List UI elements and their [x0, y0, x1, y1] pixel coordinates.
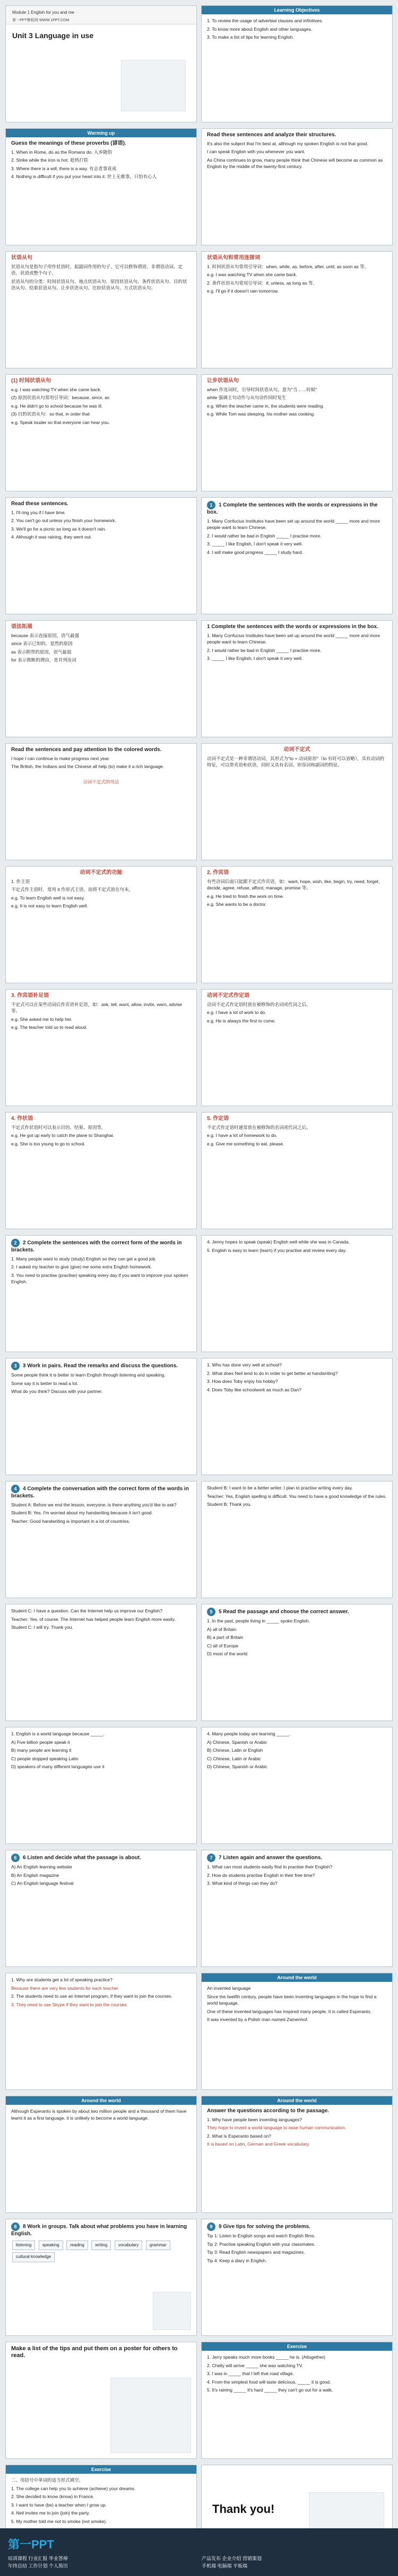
slide-infinitive-functions[interactable]	[5, 866, 197, 983]
proverb-1: 1. When in Rome, do as the Romans do. 入乡随俗	[11, 149, 112, 155]
line-2: e.g. I have a lot of work to do.	[207, 1010, 266, 1015]
line-3: One of these invented languages has inspired many people. It is called Esperanto.	[207, 2008, 371, 2014]
tip-2: Tip 2: Practise speaking English with your classmates.	[207, 2241, 316, 2247]
site-url: 第一PPT模板网-WWW.1PPT.COM	[12, 19, 70, 22]
slide-exercise-1[interactable]	[201, 497, 393, 614]
slide-adverbial-clause[interactable]	[5, 251, 197, 368]
question-1: 1. Why have people been inventing languages?	[207, 2116, 302, 2122]
slide-title: 5. 作定语	[207, 1116, 229, 1122]
skill-vocabulary: vocabulary	[115, 2240, 143, 2251]
slide-title: Around the world	[202, 2096, 392, 2105]
tip-4: Tip 4: Keep a diary in English.	[207, 2257, 267, 2263]
number-badge-icon: 5	[207, 1608, 215, 1616]
line-1: 不定式作状语时可以表示目的、结果、原因等。	[11, 1124, 106, 1130]
line-4: 4. Although it was raining, they went out.	[11, 534, 92, 540]
line-3: B) Chinese, Latin or English	[207, 1748, 263, 1753]
line-1: e.g. I was watching TV when she came back.	[11, 386, 101, 392]
line-4: It was invented by a Polish man named Zamenhof.	[207, 2017, 308, 2022]
line-4: C) all of Europe	[207, 1643, 239, 1648]
line-3: e.g. The teacher told us to read aloud.	[11, 1025, 88, 1030]
slide-exercise-7[interactable]	[201, 1850, 393, 1967]
number-badge-icon: 4	[11, 1485, 20, 1493]
slide-warming-up[interactable]	[5, 128, 197, 245]
line-2: A) all of Britain	[207, 1626, 237, 1632]
slide-subtitle: Guess the meanings of these proverbs (谚语).	[11, 140, 126, 146]
slide-exercise-7-answers[interactable]	[5, 1973, 197, 2090]
slide-title: Exercise	[6, 2465, 196, 2474]
line-4: e.g. It is not easy to learn English well.	[11, 903, 88, 908]
question-1: 1. Many people want to study (study) English so they can get a good job.	[11, 1256, 157, 1261]
slide-poster[interactable]	[5, 2342, 197, 2459]
line-1: 1. English is a world language because _____.	[11, 1731, 105, 1736]
line-4: (3) 目的状语从句：so that, in order that	[11, 411, 90, 417]
footer-slogan-2: 年终总结 工作计划 个人简历	[8, 2563, 68, 2569]
line-2: e.g. She asked me to help her.	[11, 1016, 73, 1022]
slide-subtitle: Answer the questions according to the passage.	[207, 2108, 330, 2114]
slide-title: Exercise	[202, 2342, 392, 2351]
slide-exercise-1-sentences[interactable]	[201, 620, 393, 737]
line-3: e.g. He is always the first to come.	[207, 1018, 276, 1024]
slide-exercise-4b[interactable]	[201, 1481, 393, 1598]
line-3: 2. 条件状语从句常用引导词：if, unless, as long as 等。	[207, 280, 317, 286]
question-2: 2. What is Esperanto based on?	[207, 2133, 271, 2139]
line-3: 动词不定式的用法	[83, 779, 119, 784]
skill-culture: cultural knowledge	[12, 2252, 55, 2262]
cover-banner	[6, 6, 196, 24]
line-4: 3. They need to use Skype if they want to join the courses.	[11, 2001, 128, 2007]
slide-title: 1 Complete the sentences with the words or expressions in the box.	[207, 502, 378, 515]
item-4: 4. From the simplest food will taste delicious, _____ it is good.	[207, 2379, 331, 2385]
line-1: 1. 时间状语从句常用引导词：when, while, as, before, after, until, as soon as 等。	[207, 263, 369, 269]
slide-title: 1 Complete the sentences with the words or expressions in the box.	[207, 624, 378, 630]
slide-cover[interactable]	[5, 5, 197, 122]
slide-object-complement[interactable]	[5, 989, 197, 1106]
objective-3: 3. To make a list of tips for learning English.	[207, 34, 294, 40]
line-5: D) Chinese, Spanish or Arabic	[207, 1764, 267, 1769]
line-2: (2) 原因状语从句常用引导词：because, since, as	[11, 395, 110, 400]
question-1: 1. Many Confucius Institutes have been set up around the world _____ more and more people want to learn Chinese.	[207, 632, 380, 645]
slide-title: 让步状语从句	[207, 378, 239, 384]
line-3: e.g. To learn English well is not easy.	[11, 895, 85, 901]
line-2: since 表示已知的、显然的原因	[11, 641, 73, 646]
slide-objectives[interactable]	[201, 5, 393, 122]
slide-title: 4. 作状语	[11, 1116, 33, 1122]
line-3: e.g. She wants to be a doctor.	[207, 902, 267, 907]
proverb-4: 4. Nothing is difficult if you put your heart into it. 世上无难事，只怕有心人	[11, 174, 157, 179]
slide-title: 状语从句和常用连接词	[207, 255, 260, 261]
line-1: I hope I can continue to make progress next year.	[11, 755, 110, 761]
slide-title: Around the world	[202, 1973, 392, 1982]
line-2: A) Five billion people speak it	[11, 1739, 70, 1745]
line-1: 不定式作定语时通常放在被修饰的名词或代词之后。	[207, 1124, 311, 1130]
slide-exercise-6[interactable]	[5, 1850, 197, 1967]
line-2: Teacher: Yes, of course. The Internet has helped people learn English more easily.	[11, 1616, 176, 1622]
number-badge-icon: 6	[11, 1854, 20, 1862]
slide-infinitive[interactable]	[201, 743, 393, 860]
item-2: 2. Chelly will arrive _____ she was watching TV.	[207, 2362, 303, 2368]
slide-title: 7 Listen again and answer the questions.	[219, 1855, 323, 1861]
line-1: 1. In the past, people living in _____ spoke English.	[207, 1618, 310, 1624]
objective-1: 1. To review the usage of adverbial clauses and infinitives.	[207, 18, 323, 23]
slide-as-object[interactable]	[201, 866, 393, 983]
proverb-2: 2. Strike while the iron is hot. 趁热打铁	[11, 157, 89, 163]
sentence-1: It's also the subject that I'm best at, although my spoken English is not that good.	[207, 140, 368, 146]
footer-slogan-1: 培训课程 行业汇报 毕业答辩	[8, 2556, 68, 2561]
sentence-2: I can speak English with you whenever you want.	[207, 149, 306, 154]
line-1: 1. 作主语	[11, 878, 30, 884]
option-c: C) An English language festival	[11, 1881, 74, 1886]
line-1: Student A: Before we end the lesson, everyone, is there anything you'd like to ask?	[11, 1502, 177, 1507]
slide-title: 语法拓展	[11, 624, 32, 630]
proverb-3: 3. Where there is a will, there is a way. 有志者事竟成	[11, 165, 117, 171]
item-1: 1. Jerry speaks much more books _____ he is. (Altogether)	[207, 2354, 325, 2360]
line-4: for 表示推断的理由，是并列连词	[11, 657, 76, 663]
line-1: 动词不定式作定语时放在被修饰的名词或代词之后。	[207, 1001, 311, 1007]
question-2: 2. I would rather be bad in English _____ I practise more.	[207, 533, 322, 539]
slide-title: 动词不定式作定语	[207, 993, 249, 999]
thank-you-text: Thank you!	[212, 2502, 275, 2516]
footer	[0, 2528, 398, 2576]
slide-title: 9 Give tips for solving the problems.	[219, 2224, 310, 2230]
group-illustration	[153, 2292, 191, 2330]
tip-1: Tip 1: Listen to English songs and watch English films.	[207, 2233, 316, 2238]
footer-slogan-4: 手机端 电脑端 平板端	[202, 2563, 248, 2569]
slide-title: 状语从句	[11, 255, 32, 261]
definition: 动词不定式是一种非谓语动词，其形式为"to + 动词原形"（to 有时可以省略），具有动词的特征，可以带宾语和状语，同时又具有名词、形容词和副词的特征。	[207, 755, 385, 767]
line-2: e.g. I was watching TV when she came back.	[207, 272, 297, 277]
slide-title: 6 Listen and decide what the passage is about.	[23, 1855, 141, 1861]
line-3: 3. We'll go for a picnic as long as it doesn't rain.	[11, 526, 106, 532]
question-2: 2. What does Neil tend to do in order to get better at handwriting?	[207, 1370, 338, 1376]
line-3: Student C: I will try. Thank you.	[11, 1625, 73, 1630]
remark-1: Some people think it is better to learn English through listening and speaking.	[11, 1372, 166, 1378]
item-3: 3. I was in _____ that I left that road village.	[207, 2371, 294, 2376]
line-2: e.g. I have a lot of homework to do.	[207, 1133, 278, 1138]
question-3: 3. What kind of things can they do?	[207, 1881, 278, 1886]
slide-title: (1) 时间状语从句	[11, 378, 51, 384]
slide-title: 3 Work in pairs. Read the remarks and discuss the questions.	[23, 1363, 178, 1369]
line-3: 2. The students need to use an Internet program, if they want to join the courses.	[11, 1993, 172, 1999]
line-3: Student B: Thank you.	[207, 1502, 252, 1507]
answer-1: They hope to invent a world language to ease human communication.	[207, 2125, 347, 2130]
number-badge-icon: 2	[11, 1239, 20, 1247]
slide-infinitive-attribute[interactable]	[201, 989, 393, 1106]
slide-title: 动词不定式	[283, 747, 310, 753]
slide-exercise-2[interactable]	[5, 1235, 197, 1352]
line-1: Student B: I want to be a better writer. I plan to practise writing every day.	[207, 1485, 353, 1490]
line-1: 有些动词后面只能跟不定式作宾语，如：want, hope, wish, like, begin, try, need, forget, decide, agree, refuse, afford, manage, promise 等。	[207, 878, 380, 890]
slide-exercise-5c[interactable]	[5, 1727, 197, 1844]
slide-exercise-8[interactable]	[5, 2219, 197, 2336]
line-5: D) most of the world	[207, 1651, 248, 1656]
item-2: 2. She decided to know (know) in France.	[11, 2494, 94, 2499]
module-label: Module 1 English for you and me	[12, 10, 74, 15]
line-1: 1. Why are students get a lot of speaking practice?	[11, 1977, 113, 1982]
slide-exercise-5b[interactable]	[201, 1604, 393, 1721]
slide-title: Read these sentences and analyze their structures.	[207, 132, 336, 138]
answer-2: It is based on Latin, German and Greek vocabulary.	[207, 2141, 310, 2147]
slide-around-world-2[interactable]	[5, 2096, 197, 2213]
slide-title: 动词不定式的功能	[80, 870, 123, 876]
line-1: An invented language	[207, 1986, 251, 1991]
line-1: Although Esperanto is spoken by about two million people and a thousand of them have learnt it as a first language, it is unlikely to become a world language.	[11, 2109, 187, 2121]
line-3: e.g. She is too young to go to school.	[11, 1141, 85, 1146]
footer-slogan-3: 产品发布 企业介绍 营销策划	[202, 2556, 262, 2561]
question-5: 5. English is easy to learn (learn) if you practise and review every day.	[207, 1247, 347, 1253]
line-3: B) a part of Britain	[207, 1635, 244, 1640]
explanation-1: 状语从句是指句子用作状语时，起副词作用的句子。它可以修饰谓语、非谓语动词、定语、状语或整个句子。	[11, 263, 183, 276]
slide-around-world-questions[interactable]	[201, 2096, 393, 2213]
slide-analyze[interactable]	[201, 128, 393, 245]
number-badge-icon: 8	[11, 2222, 20, 2231]
cover-illustration	[121, 60, 186, 111]
slide-title: 4 Complete the conversation with the correct form of the words in brackets.	[11, 1486, 189, 1499]
line-1: when 作连词时，引导时间状语从句，意为"当……时候"	[207, 386, 317, 392]
line-1: 1. I'll ring you if I have time.	[11, 509, 66, 515]
line-3: e.g. Give me something to eat, please.	[207, 1141, 284, 1146]
line-3: Teacher: Good handwriting is important in a lot of countries.	[11, 1518, 130, 1524]
slide-exercise-4[interactable]	[5, 1481, 197, 1598]
skill-reading: reading	[66, 2240, 88, 2251]
slide-exercise-5[interactable]	[5, 1604, 197, 1721]
line-2: A) Chinese, Spanish or Arabic	[207, 1739, 267, 1745]
question-1: 1. Who has done very well at school?	[207, 1362, 282, 1368]
slide-read-sentences[interactable]	[5, 497, 197, 614]
skill-grammar: grammar	[146, 2240, 170, 2251]
slide-title: Around the world	[6, 2096, 196, 2105]
option-a: A) An English learning website	[11, 1864, 72, 1869]
line-4: e.g. I'll go if it doesn't rain tomorrow.	[207, 288, 279, 294]
slide-conjunctions[interactable]	[201, 251, 393, 368]
slide-title: Read these sentences.	[11, 501, 68, 507]
item-5: 5. It's raining _____ it's hard _____ they can't go out for a walk.	[207, 2387, 333, 2393]
question-3: 3. _____ I like English, I don't speak it very well.	[207, 541, 303, 546]
slide-title: Read the sentences and pay attention to the colored words.	[11, 747, 162, 753]
item-1: 1. The college can help you to achieve (achieve) your dreams.	[11, 2485, 136, 2491]
item-0: 二、用括号中单词的适当形式填空。	[11, 2477, 84, 2483]
line-4: e.g. While Tom was sleeping, his mother was cooking.	[207, 411, 315, 417]
slide-title: 5 Read the passage and choose the correct answer.	[219, 1609, 349, 1615]
line-3: as 表示附带的原因，语气最弱	[11, 649, 72, 655]
line-2: The British, the Indians and the Chinese all help (to) make it a rich language.	[11, 764, 165, 769]
line-1: because 表示直接原因，语气最强	[11, 632, 79, 638]
line-2: Teacher: Yes, English spelling is difficult. You need to have a good knowledge of the rules.	[207, 1493, 387, 1499]
skill-listening: listening	[12, 2240, 35, 2251]
unit-title: Unit 3 Language in use	[12, 31, 94, 40]
slide-title: 2 Complete the sentences with the correct form of the words in brackets.	[11, 1240, 182, 1253]
line-2: 不定式作主语时，常用 it 作形式主语，而将不定式放在句末。	[11, 887, 133, 892]
skill-writing: writing	[91, 2240, 111, 2251]
question-3: 3. _____ I like English, I don't speak it very well.	[207, 656, 303, 661]
slide-around-world-1[interactable]	[201, 1973, 393, 2090]
slide-title: Learning Objectives	[202, 6, 392, 14]
number-badge-icon: 9	[207, 2222, 215, 2231]
line-1: 不定式可以在某些动词后作宾语补足语，如：ask, tell, want, allow, invite, warn, advise 等。	[11, 1001, 183, 1013]
sentence-3: As China continues to grow, many people think that Chinese will become as common as English by the middle of the twenty-first century.	[207, 157, 383, 169]
slide-title: Warming up	[6, 129, 196, 137]
line-4: C) people stopped speaking Latin	[11, 1755, 79, 1761]
slide-grammar-extension[interactable]	[5, 620, 197, 737]
tip-3: Tip 3: Read English newspapers and magazines.	[207, 2249, 305, 2255]
line-2: Student B: Yes. I'm worried about my handwriting because it isn't good.	[11, 1510, 153, 1515]
line-2: e.g. He got up early to catch the plane to Shanghai.	[11, 1133, 114, 1138]
question-4: 4. I will make good progress _____ I study hard.	[207, 549, 303, 555]
slide-title: Make a list of the tips and put them on a poster for others to read.	[11, 2345, 178, 2359]
line-1: 4. Many people today are learning _____.	[207, 1731, 290, 1736]
question-1: 1. Many Confucius Institutes have been set up around the world _____ more and more people want to learn Chinese.	[207, 518, 380, 530]
remark-3: What do you think? Discuss with your partner.	[11, 1389, 103, 1394]
question-4: 4. Jenny hopes to speak (speak) English well while she was in Canada.	[207, 1239, 350, 1245]
question-2: 2. How do students practise English in their free time?	[207, 1872, 315, 1878]
item-4: 4. Neil invites me to join (join) the party.	[11, 2510, 90, 2516]
skill-speaking: speaking	[39, 2240, 63, 2251]
slide-title: 2. 作宾语	[207, 870, 229, 876]
question-2: 2. I would rather be bad in English _____ I practise more.	[207, 647, 322, 653]
line-3: e.g. When the teacher came in, the students were reading.	[207, 403, 324, 409]
number-badge-icon: 7	[207, 1854, 215, 1862]
slide-adverbial-infinitive[interactable]	[5, 1112, 197, 1229]
number-badge-icon: 3	[11, 1362, 20, 1370]
question-3: 3. You need to practise (practise) speaking every day if you want to improve your spoken English.	[11, 1272, 188, 1284]
line-5: e.g. Speak louder so that everyone can hear you.	[11, 419, 110, 425]
explanation-2: 状语从句的分类：时间状语从句、地点状语从句、原因状语从句、条件状语从句、目的状语从句、结果状语从句、让步状语从句、比较状语从句、方式状语从句。	[11, 278, 187, 290]
slide-exercise-9[interactable]	[201, 2219, 393, 2336]
slide-colored-words[interactable]	[5, 743, 197, 860]
slide-as-attribute[interactable]	[201, 1112, 393, 1229]
footer-brand: 第一PPT	[8, 2538, 54, 2551]
line-2: e.g. He tried to finish the work on time.	[207, 893, 284, 899]
slide-exercise-2b[interactable]	[201, 1235, 393, 1352]
slide-exercise-5d[interactable]	[201, 1727, 393, 1844]
item-5: 5. My mother told me not to smoke (not smoke).	[11, 2518, 107, 2524]
line-2: Since the twelfth century, people have been inventing languages in the hope to find a world language.	[207, 1993, 377, 2006]
slide-title: 3. 作宾语补足语	[11, 993, 49, 999]
objective-2: 2. To know more about English and other languages.	[207, 26, 313, 32]
option-b: B) An English magazine	[11, 1872, 59, 1878]
line-1: Student C: I have a question. Can the Internet help us improve our English?	[11, 1608, 162, 1613]
remark-2: Some say it is better to read a lot.	[11, 1380, 79, 1386]
slide-exercise-final[interactable]	[201, 2342, 393, 2459]
slide-time-clause[interactable]	[5, 374, 197, 491]
question-2: 2. I asked my teacher to give (give) me some extra English homework.	[11, 1264, 152, 1269]
slide-exercise-3[interactable]	[5, 1358, 197, 1475]
line-2: 2. You can't go out unless you finish your homework.	[11, 518, 116, 523]
slide-title: 8 Work in groups. Talk about what problems you have in learning English.	[11, 2224, 187, 2237]
slide-concession-clause[interactable]	[201, 374, 393, 491]
slide-exercise-3-questions[interactable]	[201, 1358, 393, 1475]
line-4: C) Chinese, Latin or Arabic	[207, 1755, 261, 1761]
number-badge-icon: 1	[207, 501, 215, 509]
item-3: 3. I want to have (be) a teacher when I grow up.	[11, 2502, 107, 2508]
question-3: 3. How does Toby enjoy his hobby?	[207, 1379, 278, 1384]
line-3: B) many people are learning it	[11, 1748, 72, 1753]
question-1: 1. What can most students easily find to practise their English?	[207, 1864, 333, 1869]
line-3: e.g. He didn't go to school because he was ill.	[11, 403, 103, 409]
line-2: Because there are very few students for each teacher.	[11, 1985, 119, 1991]
poster-illustration	[110, 2378, 191, 2453]
line-2: while 强调主句动作与从句动作同时发生	[207, 395, 287, 400]
question-4: 4. Does Toby like schoolwork as much as Dan?	[207, 1387, 301, 1392]
line-5: D) speakers of many different languages use it	[11, 1764, 105, 1769]
